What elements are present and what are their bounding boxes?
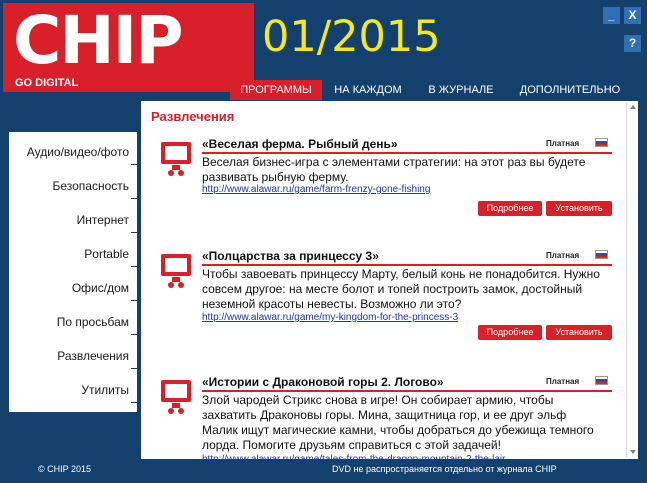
sidebar-divider [131,266,137,267]
details-button[interactable]: Подробнее [478,201,542,216]
sidebar-divider [131,198,137,199]
sidebar-divider [131,300,137,301]
sidebar-item-internet[interactable]: Интернет [76,213,129,227]
sidebar-item-entertainment[interactable]: Развлечения [57,349,129,363]
logo-subtitle: GO DIGITAL [15,77,79,89]
entry-description: Злой чародей Стрикс снова в игре! Он собирает армию, чтобы захватить Драконовы горы. Мина, защитница гор, и ее друг эльф Малик ищут магические камни, чтобы добраться до убежища темного лорда. Помогите друзьям справиться с этой задачей! [202,393,594,452]
scroll-up-arrow-icon[interactable] [630,105,636,109]
footer-notice: DVD не распространяется отдельно от журнала CHIP [332,464,557,474]
monitor-icon [159,141,193,177]
russian-flag-icon [595,138,608,147]
paid-badge: Платная [546,139,580,148]
copyright: © CHIP 2015 [38,464,91,474]
sidebar-item-portable[interactable]: Portable [84,247,129,261]
monitor-icon [159,379,193,415]
tab-magazine[interactable]: В ЖУРНАЛЕ [428,84,494,96]
russian-flag-icon [595,250,608,259]
entry-description: Веселая бизнес-игра с элементами стратегии: на этот раз вы будете развивать рыбную ферму. [202,155,586,184]
details-button[interactable]: Подробнее [478,325,542,340]
logo-text: CHIP [13,2,182,79]
entry-title: «Полцарства за принцессу 3» [202,249,379,263]
sidebar-divider [131,334,137,335]
sidebar-item-av[interactable]: Аудио/видео/фото [26,145,129,159]
help-button[interactable]: ? [624,35,641,52]
sidebar-item-utilities[interactable]: Утилиты [81,383,129,397]
entry-description: Чтобы завоевать принцессу Марту, белый конь не понадобится. Нужно совсем другое: на месте болот и топей построить замок, достойный неземной красоты невесты. Возможно ли это? [202,267,600,311]
monitor-icon [159,253,193,289]
russian-flag-icon [595,376,608,385]
entry-link[interactable]: http://www.alawar.ru/game/my-kingdom-for-the-princess-3 [202,312,459,323]
entry-link[interactable]: http://www.alawar.ru/game/tales-from-the-dragon-mountain-2-the-lair [202,454,506,465]
list-item [141,135,621,245]
sidebar-divider [131,164,137,165]
title-underline [202,152,612,154]
entry-title: «Истории с Драконовой горы 2. Логово» [202,375,444,389]
tab-programs[interactable]: ПРОГРАММЫ [230,80,322,100]
install-button[interactable]: Установить [546,201,612,216]
section-title: Развлечения [151,109,235,124]
scroll-down-arrow-icon[interactable] [630,450,636,454]
content-scrollbar[interactable] [626,103,638,457]
content-panel [141,101,638,465]
sidebar-item-security[interactable]: Безопасность [52,179,129,193]
title-underline [202,264,612,266]
category-sidebar [9,132,137,412]
list-item [141,247,621,357]
sidebar-item-office[interactable]: Офис/дом [71,281,129,295]
sidebar-divider [131,232,137,233]
sidebar-divider [131,402,137,403]
install-button[interactable]: Установить [546,325,612,340]
paid-badge: Платная [546,377,580,386]
title-underline [202,390,612,392]
entry-link[interactable]: http://www.alawar.ru/game/farm-frenzy-gone-fishing [202,184,431,195]
paid-badge: Платная [546,251,580,260]
close-button[interactable]: X [624,7,641,24]
tab-every-dvd[interactable]: НА КАЖДОМ [334,84,402,96]
sidebar-divider [131,368,137,369]
tab-additional[interactable]: ДОПОЛНИТЕЛЬНО [519,84,621,96]
entry-title: «Веселая ферма. Рыбный день» [202,137,398,151]
sidebar-item-requests[interactable]: По просьбам [56,315,129,329]
minimize-button[interactable]: _ [603,7,620,24]
issue-number: 01/2015 [262,12,441,62]
chip-logo [3,3,254,92]
